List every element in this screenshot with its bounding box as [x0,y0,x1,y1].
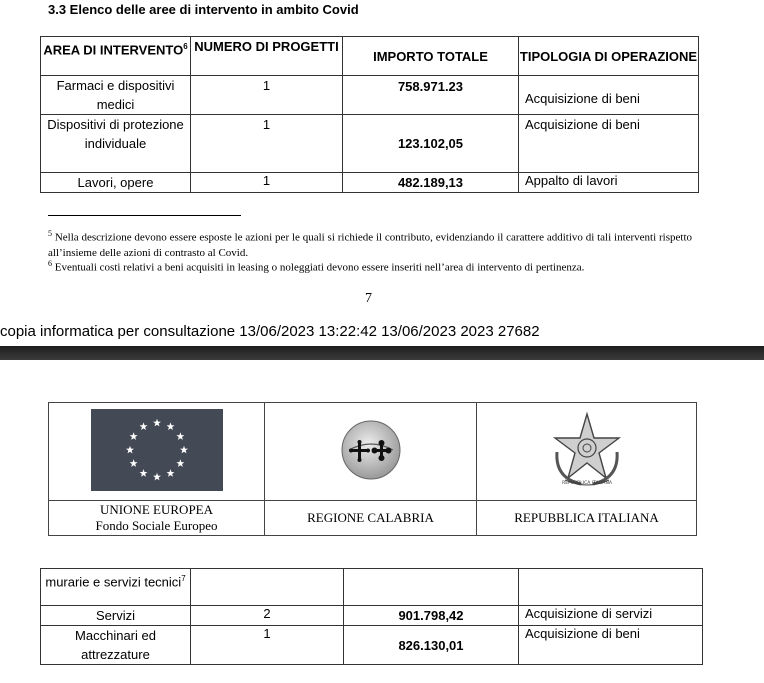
cell-area: murarie e servizi tecnici$^7$ [41,569,191,606]
emblem-ribbon-text: REPUBBLICA ITALIANA [561,480,612,486]
cell-projects: 1 [191,76,343,115]
table-row [41,76,699,115]
cell-type [519,569,703,606]
cell-amount: 123.102,05 [343,115,519,173]
cell-type: Acquisizione di beni [519,76,699,115]
header-area: AREA DI INTERVENTO$^6$ [41,37,191,76]
cell-amount [344,569,519,606]
calabria-crest-icon [339,418,403,482]
cell-projects [191,569,344,606]
eu-caption-line2: Fondo Sociale Europeo [95,518,218,533]
footnote-divider [48,215,241,216]
footnote-mark: 5 [48,229,52,238]
cell-amount: 758.971.23 [343,76,519,115]
logo-row [49,403,697,501]
footnote-mark: 6 [48,259,52,268]
calabria-logo-cell [265,403,477,501]
table-row [41,569,703,606]
cell-area: Servizi [41,606,191,626]
footnote-text: Eventuali costi relativi a beni acquisiti in leasing o noleggiati devono essere inseriti nell’area di intervento di pertinenza. [54,261,585,274]
cell-type: Acquisizione di beni [519,626,703,665]
cell-area: Dispositivi di protezione individuale [41,115,191,173]
table-header-row [41,37,699,76]
header-type: TIPOLOGIA DI OPERAZIONE [519,37,699,76]
italian-emblem-icon [545,408,629,492]
cell-area: Farmaci e dispositivi medici [41,76,191,115]
cell-type: Acquisizione di beni [519,115,699,173]
page-separator-bar [0,346,764,360]
cell-area: Macchinari ed attrezzature [41,626,191,665]
italia-caption: REPUBBLICA ITALIANA [477,501,697,536]
calabria-caption: REGIONE CALABRIA [265,501,477,536]
logo-header-table [48,402,697,536]
cell-area: Lavori, opere [41,173,191,193]
table-row [41,626,703,665]
footnote-ref: 7 [181,574,186,583]
italia-logo-cell [477,403,697,501]
eu-caption [49,501,265,536]
cell-projects: 1 [191,626,344,665]
cell-type: Appalto di lavori [519,173,699,193]
eu-caption-line1: UNIONE EUROPEA [99,502,214,517]
cell-amount: 826.130,01 [344,626,519,665]
table-row [41,173,699,193]
header-amount: IMPORTO TOTALE [343,37,519,76]
cell-projects: 2 [191,606,344,626]
footnote-text: Nella descrizione devono essere esposte le azioni per le quali si richiede il contributo, evidenziando il carattere additivo di tali interventi rispetto all’insieme delle azioni di contrasto al Covid. [48,231,692,259]
covid-areas-table [40,36,699,193]
caption-row [49,501,697,536]
covid-areas-table-continued [40,568,703,665]
footnote-6 [48,256,692,276]
consultation-stamp: copia informatica per consultazione 13/06/2023 13:22:42 13/06/2023 2023 27682 [0,323,540,340]
footnote-ref: 6 [183,42,188,51]
eu-logo-cell [49,403,265,501]
cell-projects: 1 [191,173,343,193]
cell-amount: 482.189,13 [343,173,519,193]
eu-flag-icon [91,409,223,491]
table-row [41,606,703,626]
cell-type: Acquisizione di servizi [519,606,703,626]
cell-amount: 901.798,42 [344,606,519,626]
page-number: 7 [365,291,372,306]
table-row [41,115,699,173]
header-projects: NUMERO DI PROGETTI [191,37,343,76]
cell-projects: 1 [191,115,343,173]
section-heading: 3.3 Elenco delle aree di intervento in ambito Covid [48,2,359,17]
